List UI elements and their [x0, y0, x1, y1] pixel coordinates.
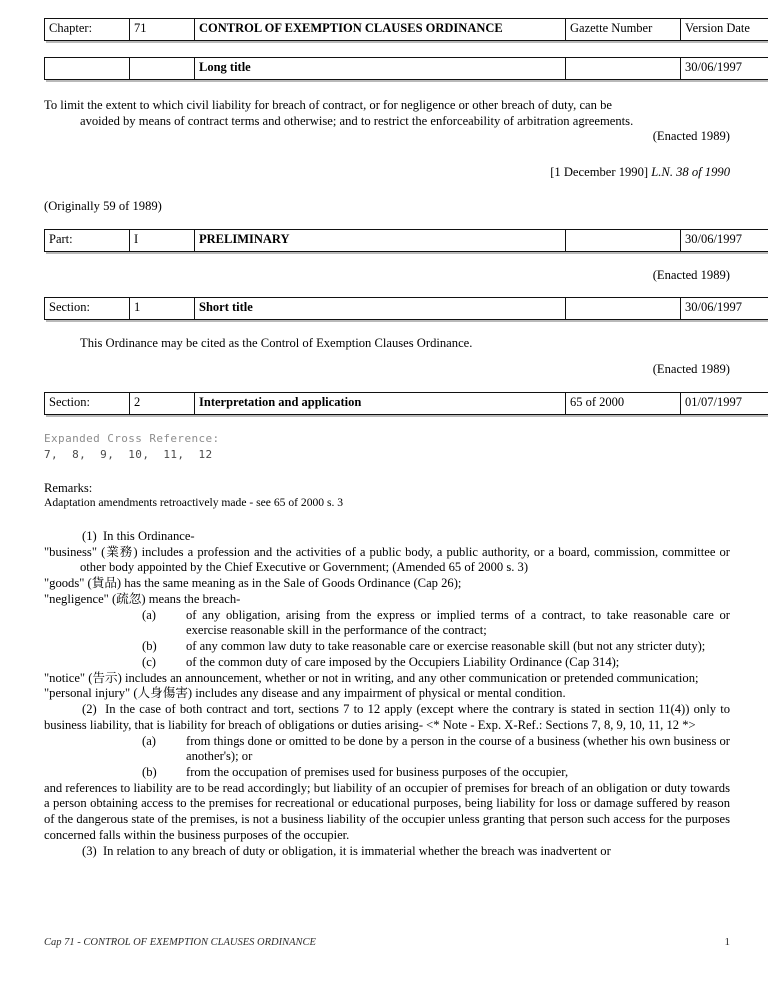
definition-chinese: (告示): [88, 670, 122, 685]
part-version: 30/06/1997: [681, 229, 768, 251]
gazette-number-header: Gazette Number: [566, 19, 681, 41]
spacer: [44, 463, 730, 481]
expanded-cross-reference-label: Expanded Cross Reference:: [44, 431, 220, 445]
document-content: [44, 0, 750, 859]
list-item-text: from the occupation of premises used for business purposes of the occupier,: [186, 764, 569, 779]
negligence-sublist: [44, 608, 730, 671]
list-item-text: of any obligation, arising from the express or implied terms of a contract, to take reasonable care or exercise reasonable skill in the performance of the contract;: [186, 607, 730, 638]
remarks-label: Remarks:: [44, 480, 93, 495]
list-item-text: of any common law duty to take reasonable care or exercise reasonable skill (but not any stricter duty);: [186, 639, 706, 654]
list-item: [44, 765, 730, 781]
enacted-note-2: (Enacted 1989): [652, 267, 730, 282]
definition-notice: [44, 671, 730, 687]
top-spacer: [44, 0, 730, 18]
expanded-cross-reference-values: 7, 8, 9, 10, 11, 12: [44, 447, 213, 461]
spacer: [44, 320, 730, 336]
definition-chinese: (業務): [101, 544, 138, 559]
version-date-header: Version Date: [681, 19, 768, 41]
part-number: I: [130, 229, 195, 251]
list-item-marker: (a): [142, 607, 156, 622]
commencement-legal-notice: L.N. 38 of 1990: [651, 165, 730, 180]
spacer: [44, 215, 730, 229]
enacted-note-1: (Enacted 1989): [652, 129, 730, 144]
table-row: [45, 298, 768, 320]
definition-goods: [44, 576, 730, 592]
subsection-3-text: In relation to any breach of duty or obligation, it is immaterial whether the breach was inadvertent or: [102, 843, 611, 858]
definition-chinese: (疏忽): [111, 591, 146, 606]
subsection-2-runon: and references to liability are to be read accordingly; but liability of an occupier of premises for breach of an obligation or duty towards a person obtaining access to the premises for recreational or educational purposes, being liability for loss or damage suffered by reason of the dangerous state of the premises, is not a business liability of the occupier unless granting that person such access for the purposes concerned falls within the business purposes of the occupier.: [44, 780, 730, 842]
spacer: [44, 283, 730, 297]
list-item-marker: (b): [142, 639, 157, 654]
section1-title: Short title: [195, 298, 566, 320]
section1-version: 30/06/1997: [681, 298, 768, 320]
definition-text: includes a profession and the activities of a public body, a public authority, or a board, commission, committee or other body appointed by the Chief Executive or Government; (Amended 65 of 2000 s. 3): [80, 544, 730, 575]
spacer: [44, 41, 730, 57]
section2-title: Interpretation and application: [195, 392, 566, 414]
definition-term: "personal injury": [44, 686, 131, 701]
long-title-paragraph: [44, 98, 730, 129]
spacer: [44, 181, 730, 199]
section-1-table: [44, 297, 768, 320]
spacer: [44, 415, 730, 431]
list-item-text: of the common duty of care imposed by the Occupiers Liability Ordinance (Cap 314);: [186, 654, 620, 669]
list-item-marker: (a): [142, 733, 156, 748]
definition-term: "business": [44, 544, 97, 559]
part-table: [44, 229, 768, 252]
definition-business: [44, 545, 730, 576]
section1-number: 1: [130, 298, 195, 320]
section1-gazette: [566, 298, 681, 320]
spacer: [44, 511, 730, 529]
footer-page-number: 1: [724, 936, 730, 948]
subsection-3-marker: (3): [82, 843, 97, 858]
table-row: [45, 392, 768, 414]
subsection-2-text: In the case of both contract and tort, sections 7 to 12 apply (except where the contrary is stated in section 11(4)) only to business liability, that is liability for breach of obligations or duties arising- <* Note - Exp. X-Ref.: Sections 7, 8, 9, 10, 11, 12 *>: [44, 702, 730, 732]
subsection-1-marker: (1): [82, 528, 97, 543]
definition-term: "goods": [44, 576, 85, 591]
part-title: PRELIMINARY: [195, 229, 566, 251]
chapter-header-table: [44, 18, 768, 41]
definition-text: has the same meaning as in the Sale of Goods Ordinance (Cap 26);: [121, 576, 462, 591]
footer-title: Cap 71 - CONTROL OF EXEMPTION CLAUSES ORDINANCE: [44, 937, 316, 948]
section1-label: Section:: [45, 298, 130, 320]
long-title-line-1: To limit the extent to which civil liability for breach of contract, or for negligence or other breach of duty, can be: [44, 98, 612, 112]
spacer: [44, 252, 730, 268]
definition-term: "negligence": [44, 591, 109, 606]
list-item: [44, 655, 730, 671]
spacer: [44, 352, 730, 362]
spacer: [44, 80, 730, 98]
section2-gazette: 65 of 2000: [566, 392, 681, 414]
long-title-table: [44, 57, 768, 80]
definition-text: includes any disease and any impairment of physical or mental condition.: [192, 686, 566, 701]
list-item: [44, 734, 730, 765]
commencement-line: [44, 165, 730, 181]
subsection-2-paragraph: [44, 702, 730, 733]
part-gazette: [566, 229, 681, 251]
long-title-number: [130, 58, 195, 80]
definition-chinese: (貨品): [87, 576, 122, 591]
list-item-marker: (b): [142, 764, 157, 779]
list-item-text: from things done or omitted to be done by a person in the course of a business (whether his own business or another's); or: [186, 733, 730, 764]
long-title-version: 30/06/1997: [681, 58, 768, 80]
definition-negligence: [44, 592, 730, 608]
spacer: [44, 145, 730, 165]
section-2-table: [44, 392, 768, 415]
spacer: [44, 378, 730, 392]
chapter-number: 71: [130, 19, 195, 41]
definition-text: means the breach-: [145, 591, 241, 606]
ordinance-title: CONTROL OF EXEMPTION CLAUSES ORDINANCE: [195, 19, 566, 41]
commencement-date: [1 December 1990]: [550, 165, 649, 180]
chapter-label: Chapter:: [45, 19, 130, 41]
originally-note: (Originally 59 of 1989): [44, 198, 162, 213]
section2-version: 01/07/1997: [681, 392, 768, 414]
definition-text: includes an announcement, whether or not in writing, and any other communication or pretended communication;: [121, 670, 699, 685]
long-title-label: [45, 58, 130, 80]
definition-chinese: (人身傷害): [133, 686, 193, 701]
remarks-text: Adaptation amendments retroactively made - see 65 of 2000 s. 3: [44, 496, 344, 510]
section2-label: Section:: [45, 392, 130, 414]
subsection-3-paragraph: [44, 844, 730, 860]
subsection-1-lead-text: In this Ordinance-: [102, 528, 195, 543]
subsection-1-lead: [44, 529, 730, 545]
table-row: [45, 58, 768, 80]
section2-number: 2: [130, 392, 195, 414]
list-item: [44, 608, 730, 639]
definition-personal-injury: [44, 686, 730, 702]
page-footer: [44, 936, 730, 948]
long-title-line-2: avoided by means of contract terms and otherwise; and to restrict the enforceability of arbitration agreements.: [80, 113, 634, 128]
subsection-2-sublist: [44, 734, 730, 781]
enacted-note-3: (Enacted 1989): [652, 362, 730, 377]
table-row: [45, 229, 768, 251]
part-label: Part:: [45, 229, 130, 251]
section1-body: This Ordinance may be cited as the Control of Exemption Clauses Ordinance.: [80, 336, 473, 351]
subsection-2-marker: (2): [82, 702, 97, 717]
definition-term: "notice": [44, 670, 86, 685]
long-title-gazette: [566, 58, 681, 80]
list-item: [44, 639, 730, 655]
table-row: [45, 19, 768, 41]
list-item-marker: (c): [142, 654, 156, 669]
long-title-text: Long title: [195, 58, 566, 80]
